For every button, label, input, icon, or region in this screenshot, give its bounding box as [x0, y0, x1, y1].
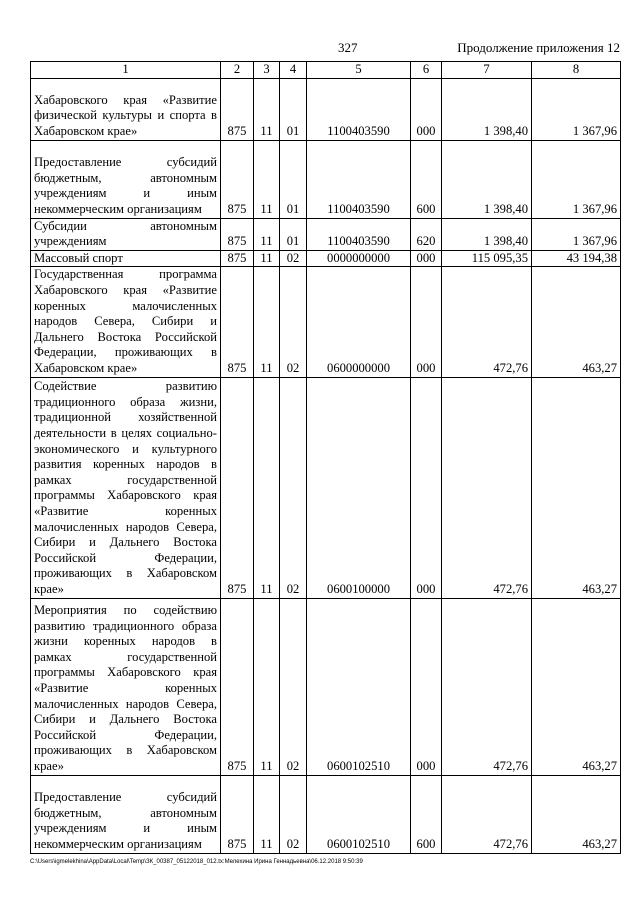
- cell-section: 11: [254, 250, 280, 267]
- cell-target: 1100403590: [307, 218, 411, 250]
- cell-target: 0600000000: [307, 267, 411, 377]
- cell-amount-2: 463,27: [532, 377, 621, 598]
- cell-subsection: 02: [280, 250, 307, 267]
- cell-type: 000: [411, 598, 442, 775]
- cell-target: 0000000000: [307, 250, 411, 267]
- table-row: [31, 250, 621, 267]
- row-name: Содействие развитию традиционного образа жизни, традиционной хозяйственной деятельности в целях социально-экономического и культурного развития коренных народов в рамках государственной программы Хабаровского края «Развитие коренных малочисленных народов Севера, Сибири и Дальнего Востока Российской Федерации, проживающих в Хабаровском крае»: [31, 377, 221, 598]
- cell-amount-1: 1 398,40: [442, 140, 532, 218]
- table-row: [31, 78, 621, 140]
- cell-section: 11: [254, 377, 280, 598]
- cell-type: 000: [411, 78, 442, 140]
- cell-amount-1: 472,76: [442, 267, 532, 377]
- cell-ministry: 875: [221, 78, 254, 140]
- cell-type: 620: [411, 218, 442, 250]
- cell-section: 11: [254, 140, 280, 218]
- cell-section: 11: [254, 598, 280, 775]
- cell-ministry: 875: [221, 598, 254, 775]
- cell-amount-1: 472,76: [442, 598, 532, 775]
- cell-target: 0600102510: [307, 598, 411, 775]
- cell-amount-2: 43 194,38: [532, 250, 621, 267]
- cell-type: 000: [411, 377, 442, 598]
- cell-subsection: 02: [280, 775, 307, 853]
- cell-amount-2: 463,27: [532, 598, 621, 775]
- cell-amount-2: 1 367,96: [532, 78, 621, 140]
- page-number: 327: [338, 40, 358, 55]
- cell-amount-1: 472,76: [442, 377, 532, 598]
- cell-ministry: 875: [221, 218, 254, 250]
- file-path-footer: C:\Users\igmelekhina\AppData\Local\Temp\ЗК_00387_05122018_012.tx:Мелехина Ирина Геннадьевна\06.12.2018 9:50:39: [30, 859, 363, 865]
- table-header-row: [31, 62, 621, 79]
- table-row: [31, 598, 621, 775]
- table-row: [31, 377, 621, 598]
- cell-amount-2: 1 367,96: [532, 218, 621, 250]
- cell-amount-2: 463,27: [532, 775, 621, 853]
- column-header: 5: [307, 62, 411, 79]
- cell-type: 600: [411, 140, 442, 218]
- table-row: [31, 267, 621, 377]
- cell-subsection: 02: [280, 598, 307, 775]
- cell-ministry: 875: [221, 267, 254, 377]
- cell-amount-2: 463,27: [532, 267, 621, 377]
- row-name: Хабаровского края «Развитие физической культуры и спорта в Хабаровском крае»: [31, 78, 221, 140]
- cell-amount-1: 1 398,40: [442, 78, 532, 140]
- cell-ministry: 875: [221, 775, 254, 853]
- cell-section: 11: [254, 78, 280, 140]
- table-row: [31, 218, 621, 250]
- cell-type: 600: [411, 775, 442, 853]
- cell-amount-1: 472,76: [442, 775, 532, 853]
- cell-type: 000: [411, 250, 442, 267]
- cell-subsection: 02: [280, 377, 307, 598]
- cell-section: 11: [254, 218, 280, 250]
- column-header: 1: [31, 62, 221, 79]
- cell-target: 1100403590: [307, 78, 411, 140]
- column-header: 8: [532, 62, 621, 79]
- cell-type: 000: [411, 267, 442, 377]
- column-header: 4: [280, 62, 307, 79]
- table-row: [31, 140, 621, 218]
- cell-ministry: 875: [221, 140, 254, 218]
- cell-section: 11: [254, 775, 280, 853]
- cell-subsection: 01: [280, 218, 307, 250]
- cell-target: 0600100000: [307, 377, 411, 598]
- row-name: Государственная программа Хабаровского края «Развитие коренных малочисленных народов Севера, Сибири и Дальнего Востока Российской Федерации, проживающих в Хабаровском крае»: [31, 267, 221, 377]
- column-header: 7: [442, 62, 532, 79]
- cell-section: 11: [254, 267, 280, 377]
- cell-subsection: 02: [280, 267, 307, 377]
- row-name: Массовый спорт: [31, 250, 221, 267]
- continuation-label: Продолжение приложения 12: [457, 40, 620, 55]
- cell-amount-2: 1 367,96: [532, 140, 621, 218]
- cell-ministry: 875: [221, 377, 254, 598]
- row-name: Субсидии автономным учреждениям: [31, 218, 221, 250]
- column-header: 2: [221, 62, 254, 79]
- cell-target: 1100403590: [307, 140, 411, 218]
- cell-subsection: 01: [280, 78, 307, 140]
- row-name: Предоставление субсидий бюджетным, автономным учреждениям и иным некоммерческим организациям: [31, 140, 221, 218]
- column-header: 6: [411, 62, 442, 79]
- cell-amount-1: 115 095,35: [442, 250, 532, 267]
- column-header: 3: [254, 62, 280, 79]
- cell-subsection: 01: [280, 140, 307, 218]
- cell-ministry: 875: [221, 250, 254, 267]
- row-name: Мероприятия по содействию развитию традиционного образа жизни коренных народов в рамках государственной программы Хабаровского края «Развитие коренных малочисленных народов Севера, Сибири и Дальнего Востока Российской Федерации, проживающих в Хабаровском крае»: [31, 598, 221, 775]
- table-row: [31, 775, 621, 853]
- budget-table: [30, 61, 621, 854]
- cell-target: 0600102510: [307, 775, 411, 853]
- row-name: Предоставление субсидий бюджетным, автономным учреждениям и иным некоммерческим организациям: [31, 775, 221, 853]
- cell-amount-1: 1 398,40: [442, 218, 532, 250]
